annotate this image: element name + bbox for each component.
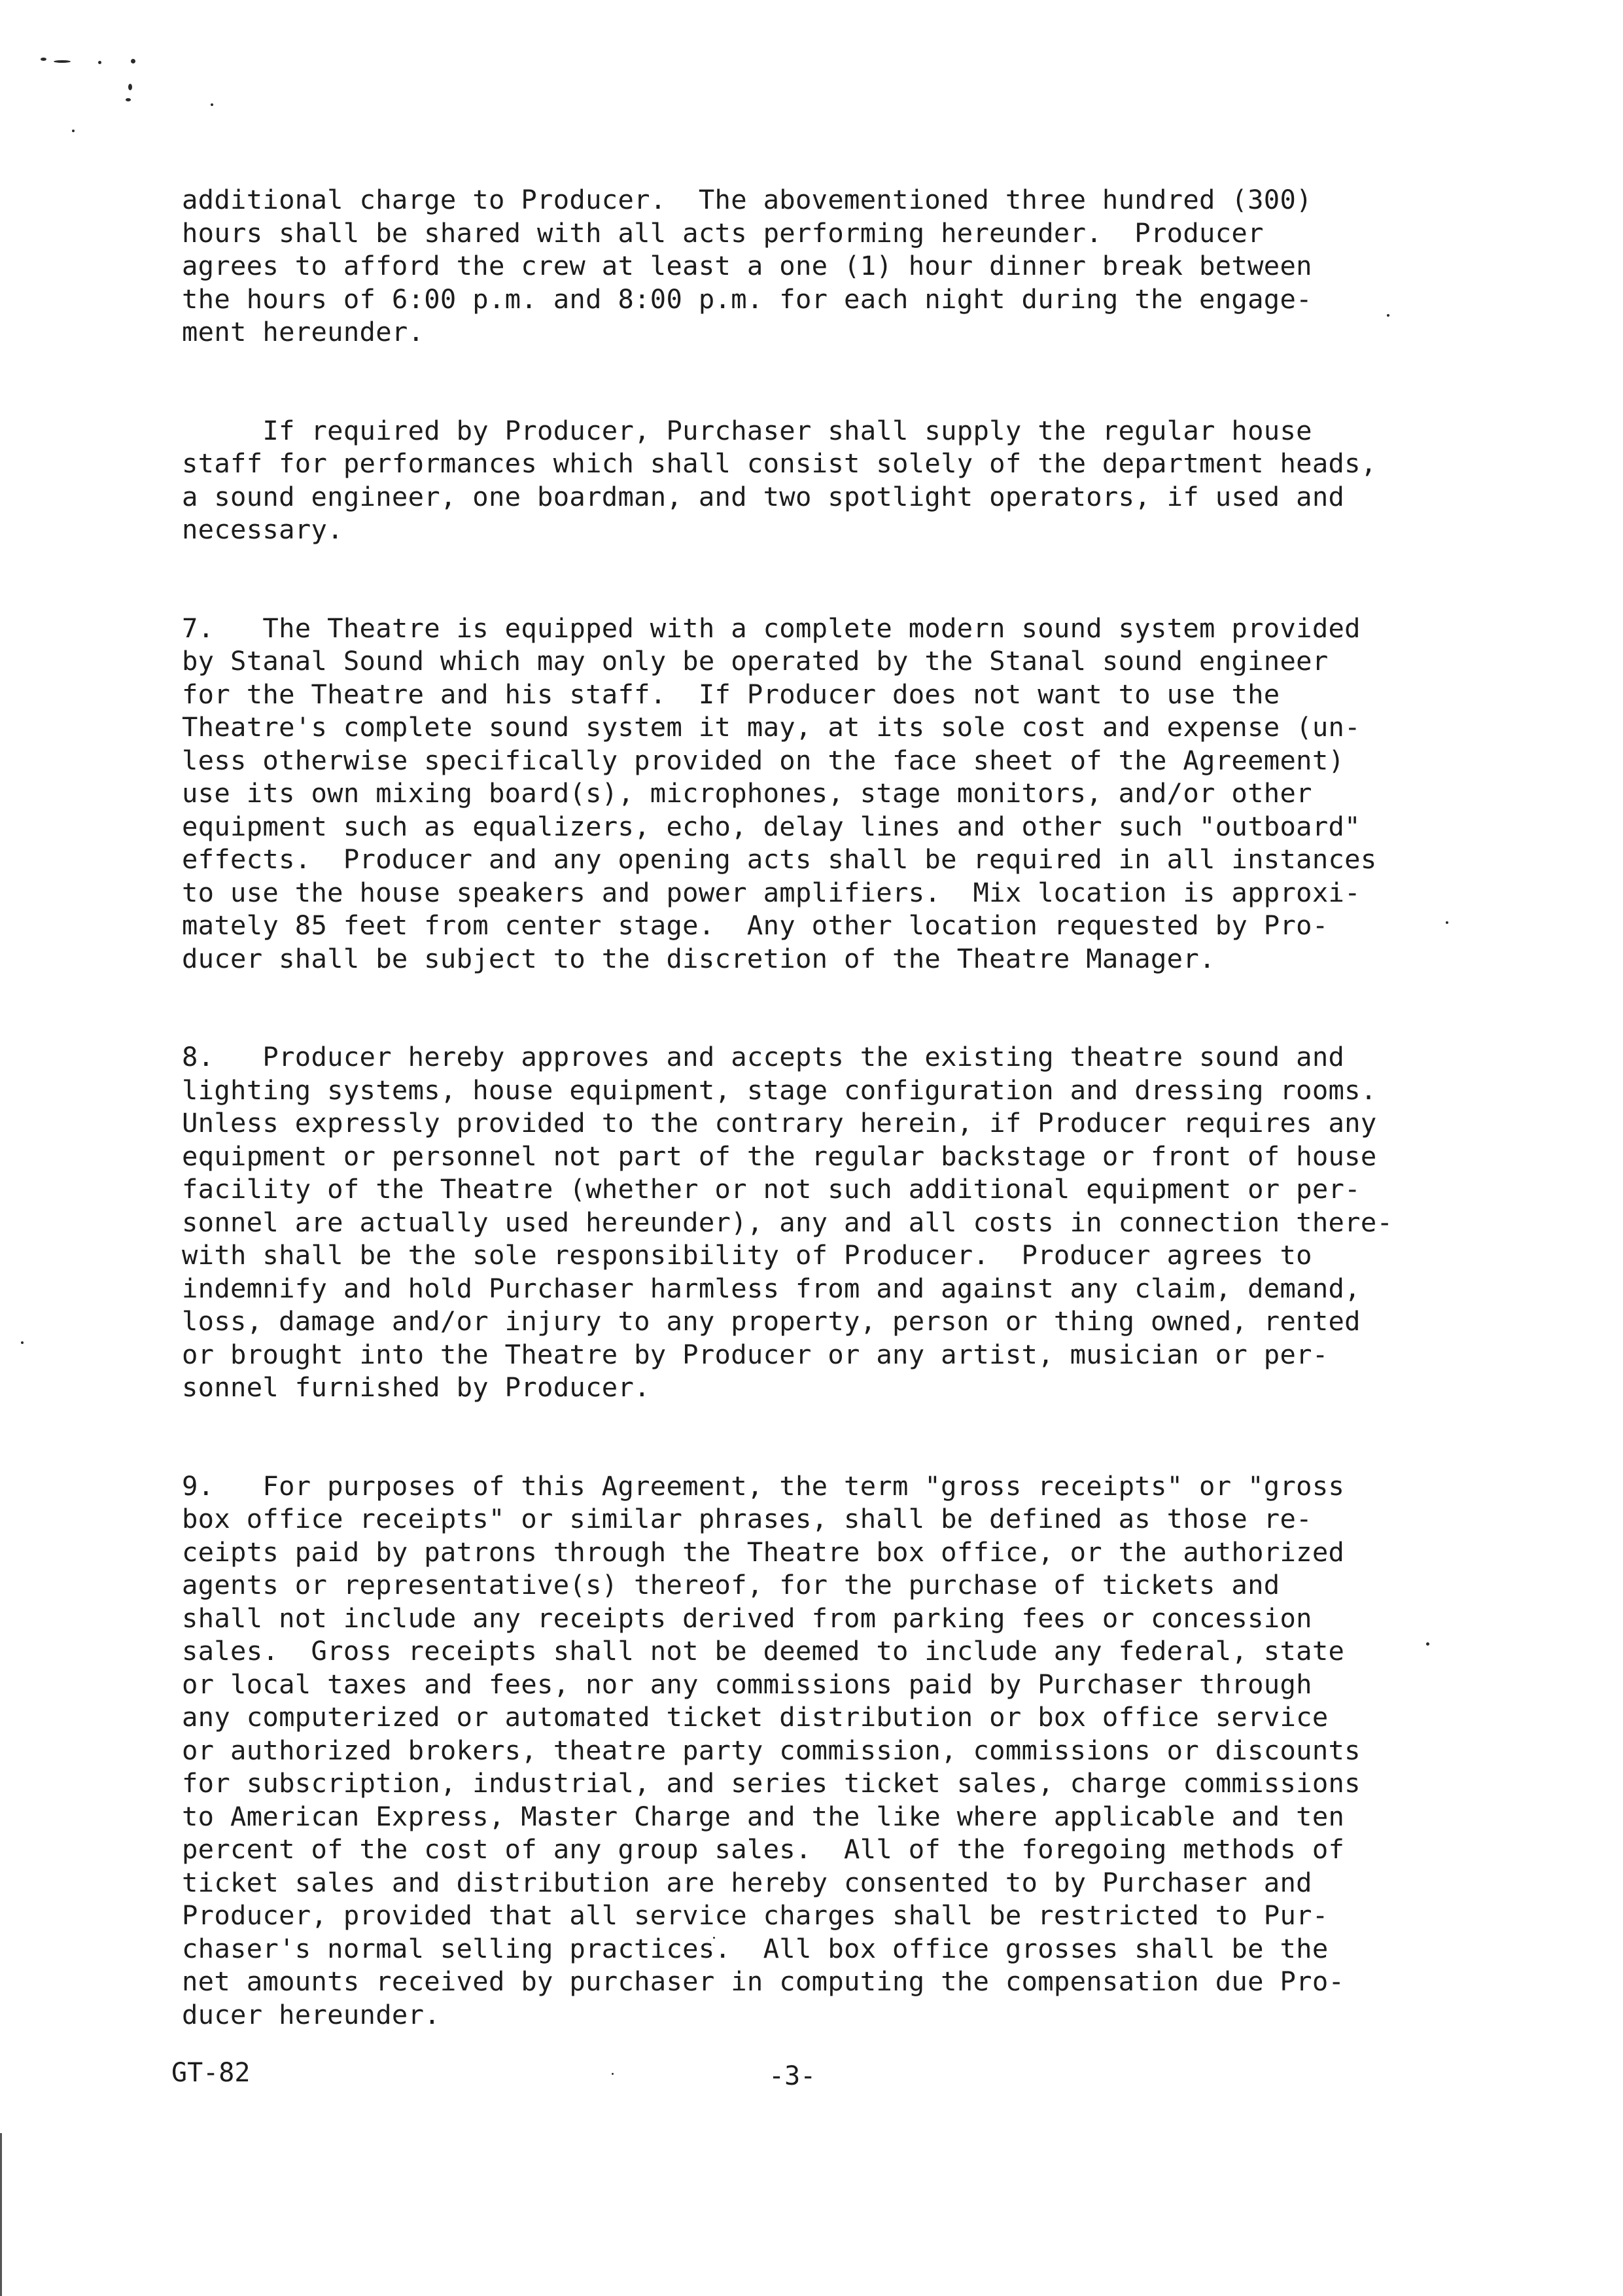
document-body (182, 183, 1444, 2096)
text-line: to American Express, Master Charge and the like where applicable and ten (182, 1800, 1345, 1832)
text-line: 7. The Theatre is equipped with a complete modern sound system provided (182, 612, 1361, 644)
scan-edge-mark (0, 2133, 2, 2296)
text-line: box office receipts" or similar phrases, shall be defined as those re- (182, 1503, 1312, 1534)
text-line: additional charge to Producer. The abovementioned three hundred (300) (182, 184, 1312, 215)
text-line: any computerized or automated ticket distribution or box office service (182, 1701, 1329, 1733)
text-line: less otherwise specifically provided on the face sheet of the Agreement) (182, 744, 1345, 776)
text-line: or local taxes and fees, nor any commissions paid by Purchaser through (182, 1668, 1312, 1700)
text-line: If required by Producer, Purchaser shall supply the regular house (182, 414, 1312, 446)
scan-speck (21, 1341, 24, 1344)
text-line: shall not include any receipts derived from parking fees or concession (182, 1602, 1312, 1634)
paragraph-house-staff (182, 414, 1444, 546)
scan-speck (128, 84, 132, 90)
scan-speck (211, 103, 213, 106)
text-line: chaser's normal selling practices. All box office grosses shall be the (182, 1932, 1329, 1964)
text-line: ducer shall be subject to the discretion of the Theatre Manager. (182, 942, 1215, 974)
scan-speck (41, 58, 46, 61)
text-line: loss, damage and/or injury to any property, person or thing owned, rented (182, 1305, 1361, 1337)
text-line: percent of the cost of any group sales. All of the foregoing methods of (182, 1833, 1345, 1865)
scan-speck (126, 98, 131, 101)
paragraph-crew-hours (182, 183, 1444, 349)
text-line: Producer, provided that all service charges shall be restricted to Pur- (182, 1899, 1329, 1931)
text-line: the hours of 6:00 p.m. and 8:00 p.m. for each night during the engage- (182, 283, 1312, 315)
paragraph-section-7 (182, 612, 1444, 976)
scan-speck (54, 60, 71, 63)
text-line: ceipts paid by patrons through the Theatre box office, or the authorized (182, 1536, 1345, 1568)
text-line: or brought into the Theatre by Producer or any artist, musician or per- (182, 1338, 1329, 1370)
form-code: GT-82 (171, 2058, 251, 2088)
text-line: necessary. (182, 514, 343, 545)
text-line: by Stanal Sound which may only be operated by the Stanal sound engineer (182, 645, 1329, 677)
text-line: ticket sales and distribution are hereby consented to by Purchaser and (182, 1866, 1312, 1898)
paragraph-section-8 (182, 1040, 1444, 1404)
text-line: sales. Gross receipts shall not be deemed to include any federal, state (182, 1635, 1345, 1667)
text-line: or authorized brokers, theatre party commission, commissions or discounts (182, 1734, 1361, 1766)
scan-speck (72, 130, 75, 132)
text-line: agents or representative(s) thereof, for the purchase of tickets and (182, 1569, 1280, 1600)
text-line: agrees to afford the crew at least a one (1) hour dinner break between (182, 250, 1312, 281)
text-line: ment hereunder. (182, 316, 425, 347)
text-line: net amounts received by purchaser in computing the compensation due Pro- (182, 1966, 1345, 1997)
text-line: equipment such as equalizers, echo, delay lines and other such "outboard" (182, 810, 1361, 842)
text-line: sonnel are actually used hereunder), any and all costs in connection there- (182, 1206, 1393, 1238)
text-line: for the Theatre and his staff. If Producer does not want to use the (182, 678, 1280, 710)
text-line: indemnify and hold Purchaser harmless from and against any claim, demand, (182, 1272, 1361, 1304)
text-line: mately 85 feet from center stage. Any other location requested by Pro- (182, 910, 1329, 941)
text-line: hours shall be shared with all acts performing hereunder. Producer (182, 217, 1264, 249)
page-number: -3- (769, 2061, 816, 2091)
text-line: with shall be the sole responsibility of Producer. Producer agrees to (182, 1239, 1312, 1271)
text-line: for subscription, industrial, and series ticket sales, charge commissions (182, 1767, 1361, 1799)
scan-speck (131, 59, 135, 63)
scan-speck (98, 61, 101, 64)
text-line: staff for performances which shall consist solely of the department heads, (182, 448, 1377, 479)
text-line: facility of the Theatre (whether or not such additional equipment or per- (182, 1173, 1361, 1205)
text-line: sonnel furnished by Producer. (182, 1371, 650, 1403)
text-line: Unless expressly provided to the contrary herein, if Producer requires any (182, 1107, 1377, 1139)
text-line: effects. Producer and any opening acts shall be required in all instances (182, 843, 1377, 875)
text-line: 8. Producer hereby approves and accepts the existing theatre sound and (182, 1041, 1345, 1072)
text-line: 9. For purposes of this Agreement, the term "gross receipts" or "gross (182, 1470, 1345, 1502)
text-line: use its own mixing board(s), microphones, stage monitors, and/or other (182, 777, 1312, 809)
paragraph-section-9 (182, 1470, 1444, 2032)
text-line: to use the house speakers and power amplifiers. Mix location is approxi- (182, 876, 1361, 908)
text-line: ducer hereunder. (182, 1998, 440, 2030)
scan-speck (1446, 921, 1448, 924)
text-line: Theatre's complete sound system it may, at its sole cost and expense (un- (182, 711, 1361, 743)
text-line: equipment or personnel not part of the regular backstage or front of house (182, 1140, 1377, 1172)
text-line: a sound engineer, one boardman, and two spotlight operators, if used and (182, 480, 1345, 512)
text-line: lighting systems, house equipment, stage configuration and dressing rooms. (182, 1074, 1377, 1106)
